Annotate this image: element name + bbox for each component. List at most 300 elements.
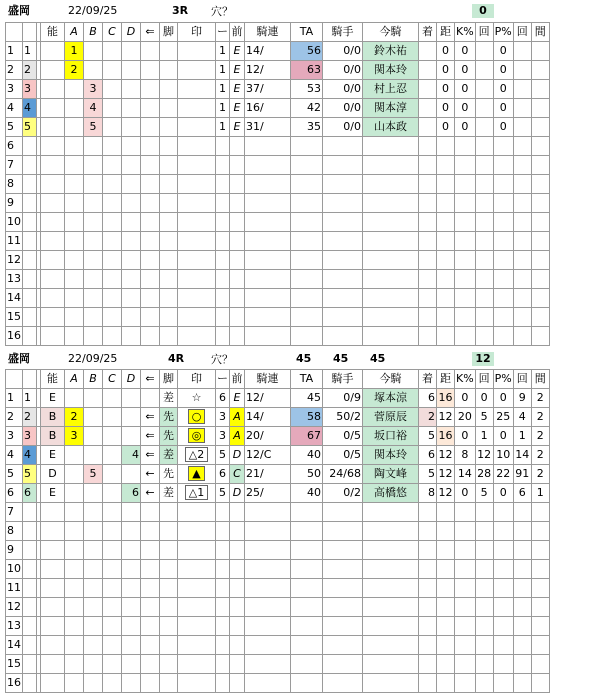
shirushi-cell[interactable]: [178, 560, 216, 579]
konki-cell: 高橋悠: [363, 484, 419, 503]
d-cell: [122, 61, 141, 80]
konki-cell: 坂口裕: [363, 427, 419, 446]
kiren-cell: [245, 503, 291, 522]
column-header: 今騎: [363, 370, 419, 389]
kyaku-cell: [160, 80, 178, 99]
nou-cell: B: [41, 408, 65, 427]
kyori-cell: [437, 308, 455, 327]
column-header: C: [103, 23, 122, 42]
nou-cell: [41, 541, 65, 560]
konki-cell: 関本淳: [363, 99, 419, 118]
chaku-cell: 5: [419, 427, 437, 446]
b-cell: [84, 617, 103, 636]
zen-cell: D: [230, 484, 245, 503]
chaku-cell: [419, 560, 437, 579]
d-cell: [122, 251, 141, 270]
waku-number: [23, 194, 37, 213]
column-header: ー: [216, 23, 230, 42]
nou-cell: [41, 674, 65, 693]
nou-cell: [41, 213, 65, 232]
nou-cell: [41, 156, 65, 175]
row-number: 1: [6, 42, 23, 61]
kiren-cell: 20/: [245, 427, 291, 446]
k-cell: [455, 308, 476, 327]
kan-cell: [531, 232, 549, 251]
kai-cell: [475, 194, 493, 213]
kiren-cell: [245, 251, 291, 270]
shirushi-cell[interactable]: [178, 674, 216, 693]
konki-cell: [363, 308, 419, 327]
shirushi-cell[interactable]: [178, 484, 216, 503]
table-row: [6, 598, 550, 617]
waku-number: 2: [23, 408, 37, 427]
column-header: 着: [419, 370, 437, 389]
a-cell: [65, 175, 84, 194]
konki-cell: [363, 137, 419, 156]
kishu-cell: [323, 137, 363, 156]
kyaku-cell: [160, 270, 178, 289]
arrow-cell: [141, 617, 160, 636]
kiren-cell: [245, 541, 291, 560]
kyaku-cell: 差: [160, 484, 178, 503]
b-cell: [84, 213, 103, 232]
zen-cell: D: [230, 446, 245, 465]
column-header: A: [65, 370, 84, 389]
shirushi-cell[interactable]: [178, 617, 216, 636]
shirushi-cell[interactable]: [178, 137, 216, 156]
waku-number: [23, 655, 37, 674]
konki-cell: [363, 617, 419, 636]
table-row: [6, 118, 550, 137]
c-cell: [103, 156, 122, 175]
arrow-cell: [141, 308, 160, 327]
zen-cell: [230, 137, 245, 156]
kyaku-cell: [160, 118, 178, 137]
kai2-cell: 9: [513, 389, 531, 408]
ta-cell: [291, 232, 323, 251]
kai2-cell: [513, 232, 531, 251]
row-number: 5: [6, 118, 23, 137]
dash-cell: 1: [216, 99, 230, 118]
d-cell: [122, 427, 141, 446]
column-header: 回: [475, 370, 493, 389]
row-number: 3: [6, 427, 23, 446]
shirushi-cell[interactable]: [178, 636, 216, 655]
shirushi-cell[interactable]: [178, 327, 216, 346]
arrow-cell: [141, 232, 160, 251]
k-cell: 0: [455, 118, 476, 137]
kai2-cell: [513, 308, 531, 327]
kai-cell: [475, 327, 493, 346]
row-number: 6: [6, 484, 23, 503]
shirushi-cell[interactable]: [178, 251, 216, 270]
ta-cell: [291, 560, 323, 579]
b-cell: [84, 61, 103, 80]
kai-cell: [475, 118, 493, 137]
kai2-cell: [513, 270, 531, 289]
shirushi-cell[interactable]: [178, 99, 216, 118]
d-cell: [122, 465, 141, 484]
table-row: [6, 213, 550, 232]
d-cell: [122, 118, 141, 137]
kai-cell: [475, 655, 493, 674]
shirushi-cell[interactable]: [178, 446, 216, 465]
konki-cell: [363, 251, 419, 270]
row-number: 9: [6, 194, 23, 213]
kyori-cell: [437, 194, 455, 213]
zen-cell: [230, 522, 245, 541]
dash-cell: [216, 308, 230, 327]
kyori-cell: 16: [437, 389, 455, 408]
zen-cell: [230, 232, 245, 251]
kan-cell: [531, 327, 549, 346]
kai-cell: [475, 541, 493, 560]
dash-cell: 1: [216, 61, 230, 80]
kyaku-cell: [160, 674, 178, 693]
kishu-cell: [323, 270, 363, 289]
c-cell: [103, 636, 122, 655]
shirushi-cell[interactable]: [178, 308, 216, 327]
b-cell: [84, 579, 103, 598]
kishu-cell: [323, 655, 363, 674]
kan-cell: [531, 503, 549, 522]
column-header: 回: [475, 23, 493, 42]
dash-cell: [216, 194, 230, 213]
row-number: 8: [6, 175, 23, 194]
arrow-cell: [141, 175, 160, 194]
shirushi-mark: ▲: [188, 466, 204, 481]
race1-venue: 盛岡: [8, 4, 30, 17]
dash-cell: 6: [216, 389, 230, 408]
chaku-cell: [419, 503, 437, 522]
c-cell: [103, 175, 122, 194]
b-cell: 5: [84, 118, 103, 137]
c-cell: [103, 446, 122, 465]
a-cell: [65, 503, 84, 522]
kishu-cell: [323, 560, 363, 579]
shirushi-cell[interactable]: [178, 213, 216, 232]
column-header-row: [6, 23, 550, 42]
b-cell: [84, 232, 103, 251]
shirushi-cell[interactable]: [178, 579, 216, 598]
kai2-cell: [513, 99, 531, 118]
table-row: [6, 636, 550, 655]
row-number: 11: [6, 232, 23, 251]
waku-number: [23, 289, 37, 308]
c-cell: [103, 308, 122, 327]
kan-cell: [531, 598, 549, 617]
kyaku-cell: [160, 251, 178, 270]
chaku-cell: [419, 99, 437, 118]
row-number: 15: [6, 655, 23, 674]
nou-cell: [41, 308, 65, 327]
ta-cell: 45: [291, 389, 323, 408]
arrow-cell: [141, 99, 160, 118]
table-row: [6, 175, 550, 194]
c-cell: [103, 617, 122, 636]
kishu-cell: 0/0: [323, 42, 363, 61]
kyaku-cell: [160, 503, 178, 522]
shirushi-cell[interactable]: [178, 80, 216, 99]
column-header: 間: [531, 23, 549, 42]
waku-number: [23, 327, 37, 346]
chaku-cell: [419, 674, 437, 693]
p-cell: [493, 156, 513, 175]
d-cell: [122, 80, 141, 99]
d-cell: [122, 579, 141, 598]
shirushi-cell[interactable]: [178, 42, 216, 61]
k-cell: [455, 522, 476, 541]
column-header: 騎連: [245, 370, 291, 389]
arrow-cell: [141, 289, 160, 308]
kyori-cell: 12: [437, 446, 455, 465]
kishu-cell: [323, 289, 363, 308]
shirushi-cell[interactable]: [178, 503, 216, 522]
kan-cell: [531, 541, 549, 560]
a-cell: 2: [65, 408, 84, 427]
a-cell: [65, 137, 84, 156]
waku-number: [23, 137, 37, 156]
d-cell: [122, 327, 141, 346]
kiren-cell: 12/: [245, 61, 291, 80]
nou-cell: [41, 232, 65, 251]
chaku-cell: [419, 175, 437, 194]
konki-cell: [363, 655, 419, 674]
a-cell: [65, 289, 84, 308]
dash-cell: [216, 232, 230, 251]
kai-cell: [475, 579, 493, 598]
kishu-cell: 0/2: [323, 484, 363, 503]
table-row: [6, 42, 550, 61]
dash-cell: [216, 503, 230, 522]
waku-number: [23, 636, 37, 655]
row-number: 10: [6, 560, 23, 579]
shirushi-cell[interactable]: [178, 408, 216, 427]
column-header: ⇐: [141, 370, 160, 389]
shirushi-cell[interactable]: [178, 61, 216, 80]
dash-cell: [216, 541, 230, 560]
kan-cell: [531, 213, 549, 232]
shirushi-cell[interactable]: [178, 598, 216, 617]
p-cell: 0: [493, 80, 513, 99]
d-cell: [122, 270, 141, 289]
shirushi-cell[interactable]: [178, 427, 216, 446]
column-header: ー: [216, 370, 230, 389]
ta-cell: 63: [291, 61, 323, 80]
c-cell: [103, 118, 122, 137]
dash-cell: [216, 327, 230, 346]
column-header: D: [122, 370, 141, 389]
race2-top-value: 12: [472, 352, 494, 366]
konki-cell: [363, 156, 419, 175]
chaku-cell: [419, 232, 437, 251]
row-number: 3: [6, 80, 23, 99]
kyaku-cell: [160, 617, 178, 636]
kyaku-cell: [160, 175, 178, 194]
row-number: 12: [6, 251, 23, 270]
dash-cell: [216, 289, 230, 308]
kyaku-cell: [160, 655, 178, 674]
arrow-cell: [141, 137, 160, 156]
kai2-cell: [513, 289, 531, 308]
table-row: [6, 389, 550, 408]
kishu-cell: [323, 674, 363, 693]
kan-cell: [531, 579, 549, 598]
arrow-cell: [141, 598, 160, 617]
k-cell: [455, 270, 476, 289]
kan-cell: [531, 522, 549, 541]
table-row: [6, 560, 550, 579]
k-cell: [455, 541, 476, 560]
column-header: 脚: [160, 370, 178, 389]
row-number: 15: [6, 308, 23, 327]
k-cell: [455, 674, 476, 693]
shirushi-cell[interactable]: [178, 541, 216, 560]
zen-cell: E: [230, 99, 245, 118]
chaku-cell: 6: [419, 446, 437, 465]
d-cell: [122, 636, 141, 655]
zen-cell: [230, 655, 245, 674]
nou-cell: [41, 137, 65, 156]
kiren-cell: [245, 175, 291, 194]
row-number: 16: [6, 674, 23, 693]
kyori-cell: [437, 232, 455, 251]
kai2-cell: 4: [513, 408, 531, 427]
p-cell: [493, 674, 513, 693]
p-cell: [493, 617, 513, 636]
kyaku-cell: [160, 61, 178, 80]
kishu-cell: [323, 522, 363, 541]
table-row: [6, 308, 550, 327]
waku-number: [23, 308, 37, 327]
kai-cell: [475, 522, 493, 541]
column-header: 騎手: [323, 370, 363, 389]
kan-cell: 2: [531, 465, 549, 484]
header-blank: [23, 370, 37, 389]
race2-value-3: 45: [370, 352, 386, 365]
zen-cell: [230, 308, 245, 327]
waku-number: [23, 213, 37, 232]
shirushi-cell[interactable]: [178, 389, 216, 408]
header-blank: [6, 370, 23, 389]
zen-cell: [230, 541, 245, 560]
kishu-cell: 0/0: [323, 80, 363, 99]
shirushi-cell[interactable]: [178, 194, 216, 213]
dash-cell: [216, 617, 230, 636]
a-cell: 1: [65, 42, 84, 61]
k-cell: 8: [455, 446, 476, 465]
row-number: 9: [6, 541, 23, 560]
kyori-cell: [437, 655, 455, 674]
dash-cell: 5: [216, 446, 230, 465]
c-cell: [103, 579, 122, 598]
table-row: [6, 655, 550, 674]
kyori-cell: [437, 598, 455, 617]
kai-cell: [475, 156, 493, 175]
dash-cell: 6: [216, 465, 230, 484]
shirushi-cell[interactable]: [178, 289, 216, 308]
ta-cell: 53: [291, 80, 323, 99]
chaku-cell: [419, 655, 437, 674]
column-header: 回: [513, 370, 531, 389]
konki-cell: [363, 503, 419, 522]
dash-cell: [216, 251, 230, 270]
shirushi-cell[interactable]: [178, 522, 216, 541]
b-cell: 5: [84, 465, 103, 484]
ta-cell: [291, 289, 323, 308]
konki-cell: [363, 327, 419, 346]
kai2-cell: [513, 579, 531, 598]
arrow-cell: [141, 118, 160, 137]
kiren-cell: 25/: [245, 484, 291, 503]
waku-number: [23, 232, 37, 251]
kyaku-cell: [160, 213, 178, 232]
shirushi-cell[interactable]: [178, 156, 216, 175]
nou-cell: [41, 42, 65, 61]
kyori-cell: [437, 213, 455, 232]
chaku-cell: [419, 61, 437, 80]
d-cell: [122, 156, 141, 175]
k-cell: [455, 327, 476, 346]
ta-cell: 42: [291, 99, 323, 118]
kan-cell: [531, 99, 549, 118]
k-cell: 0: [455, 389, 476, 408]
k-cell: 0: [455, 99, 476, 118]
p-cell: 0: [493, 427, 513, 446]
arrow-cell: [141, 327, 160, 346]
kyaku-cell: [160, 308, 178, 327]
kyaku-cell: [160, 156, 178, 175]
nou-cell: [41, 175, 65, 194]
kai-cell: [475, 617, 493, 636]
kai-cell: [475, 560, 493, 579]
c-cell: [103, 560, 122, 579]
kai-cell: [475, 289, 493, 308]
kai2-cell: 91: [513, 465, 531, 484]
kai-cell: [475, 232, 493, 251]
ta-cell: [291, 213, 323, 232]
kiren-cell: [245, 598, 291, 617]
shirushi-cell[interactable]: [178, 232, 216, 251]
d-cell: [122, 42, 141, 61]
zen-cell: [230, 213, 245, 232]
a-cell: [65, 655, 84, 674]
shirushi-cell[interactable]: [178, 270, 216, 289]
kishu-cell: 0/0: [323, 118, 363, 137]
c-cell: [103, 503, 122, 522]
kiren-cell: 12/: [245, 389, 291, 408]
race1-table: [5, 22, 550, 346]
kiren-cell: 14/: [245, 42, 291, 61]
k-cell: [455, 175, 476, 194]
p-cell: [493, 194, 513, 213]
kiren-cell: [245, 213, 291, 232]
table-row: [6, 80, 550, 99]
waku-number: 1: [23, 389, 37, 408]
dash-cell: [216, 156, 230, 175]
kai2-cell: [513, 156, 531, 175]
kan-cell: 2: [531, 427, 549, 446]
table-row: [6, 522, 550, 541]
shirushi-cell[interactable]: [178, 465, 216, 484]
shirushi-cell[interactable]: [178, 175, 216, 194]
shirushi-cell[interactable]: [178, 118, 216, 137]
shirushi-cell[interactable]: [178, 655, 216, 674]
table-row: [6, 617, 550, 636]
kyori-cell: 0: [437, 61, 455, 80]
chaku-cell: 2: [419, 408, 437, 427]
c-cell: [103, 251, 122, 270]
